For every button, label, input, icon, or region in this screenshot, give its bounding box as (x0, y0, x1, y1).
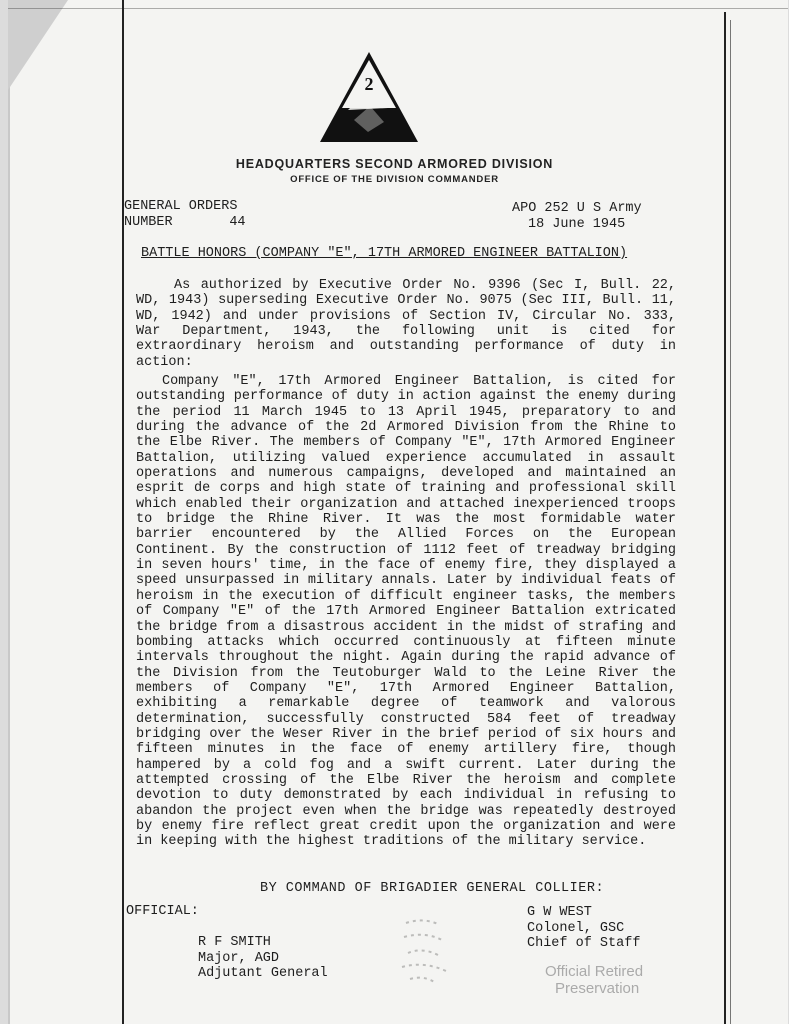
general-orders-block (124, 199, 246, 230)
citation-paragraph: Company "E", 17th Armored Engineer Battalion, is cited for outstanding performance of duty in action against the enemy during the period 11 March 1945 to 13 April 1945, preparatory to and during the advance of the 2d Armored Division from the Rhine to the Elbe River. The members of Company "E", 17th Armored Engineer Battalion, utilizing valued experience accumulated in assault operations and numerous campaigns, developed and maintained an esprit de corps and high state of training and professional skill which enabled their organization and attached inexperienced troops to bridge the Rhine River. It was the most formidable water barrier encountered by the Allied Forces on the European Continent. By the construction of 1112 feet of treadway bridging in seven hours' time, in the face of enemy fire, they displayed a speed unsurpassed in military annals. Later by individual feats of heroism in the execution of difficult engineer tasks, the members of Company "E" of the 17th Armored Engineer Battalion extricated the bridge from a disastrous accident in the midst of strafing and bombing attacks which occurred continuously at fifteen minute intervals throughout the night. Again during the rapid advance of the Division from the Teutoburger Wald to the Leine River the members of Company "E", 17th Armored Engineer Battalion, exhibiting a remarkable degree of teamwork and valorous determination, successfully constructed 584 feet of treadway bridging over the Weser River in the brief period of six hours and fifteen minutes in the face of enemy artillery fire, though hampered by a cold fog and a swift current. Later during the attempted crossing of the Elbe River the heroism and complete devotion to duty demonstrated by each individual in refusing to abandon the project even when the bridge was repeatedly destroyed by enemy fire reflect great credit upon the organization and were in keeping with the highest traditions of the military service. (136, 374, 676, 850)
signature-block-left (198, 935, 328, 982)
general-orders-label: GENERAL ORDERS (124, 199, 238, 214)
folded-corner (8, 0, 68, 90)
apo-address: APO 252 U S Army (512, 201, 642, 216)
watermark-line2: Preservation (555, 980, 640, 997)
top-edge-line (8, 8, 788, 9)
by-command-line: BY COMMAND OF BRIGADIER GENERAL COLLIER: (260, 881, 605, 896)
watermark-line1: Official Retired (545, 963, 644, 980)
left-border-line (122, 0, 124, 1024)
number-label: NUMBER (124, 214, 173, 230)
signatory-title: Chief of Staff (527, 936, 641, 951)
faded-stamp-mark (396, 915, 452, 989)
office-subtitle: OFFICE OF THE DIVISION COMMANDER (290, 174, 499, 185)
signatory-name: R F SMITH (198, 935, 271, 950)
order-number: 44 (229, 214, 246, 230)
apo-date-block (512, 201, 642, 232)
signatory-rank: Colonel, GSC (527, 920, 625, 936)
order-date: 18 June 1945 (528, 216, 626, 232)
signature-block-right (527, 905, 640, 952)
battle-honors-title: BATTLE HONORS (COMPANY "E", 17TH ARMORED ENGINEER BATTALION) (141, 246, 628, 261)
signatory-rank: Major, AGD (198, 950, 280, 966)
authorization-paragraph: As authorized by Executive Order No. 9396 (Sec I, Bull. 22, WD, 1943) superseding Executive Order No. 9075 (Sec III, Bull. 11, WD, 1942) and under provisions of Section IV, Circular No. 333, War Department, 1943, the following unit is cited for extraordinary heroism and outstanding performance of duty in action: (136, 278, 676, 370)
insignia-number: 2 (364, 74, 374, 94)
headquarters-title: HEADQUARTERS SECOND ARMORED DIVISION (235, 157, 554, 171)
signatory-title: Adjutant General (198, 966, 328, 981)
official-label: OFFICIAL: (126, 904, 199, 919)
signatory-name: G W WEST (527, 905, 592, 920)
armored-division-triangle-icon (318, 50, 420, 144)
retired-preservation-watermark (545, 963, 695, 997)
